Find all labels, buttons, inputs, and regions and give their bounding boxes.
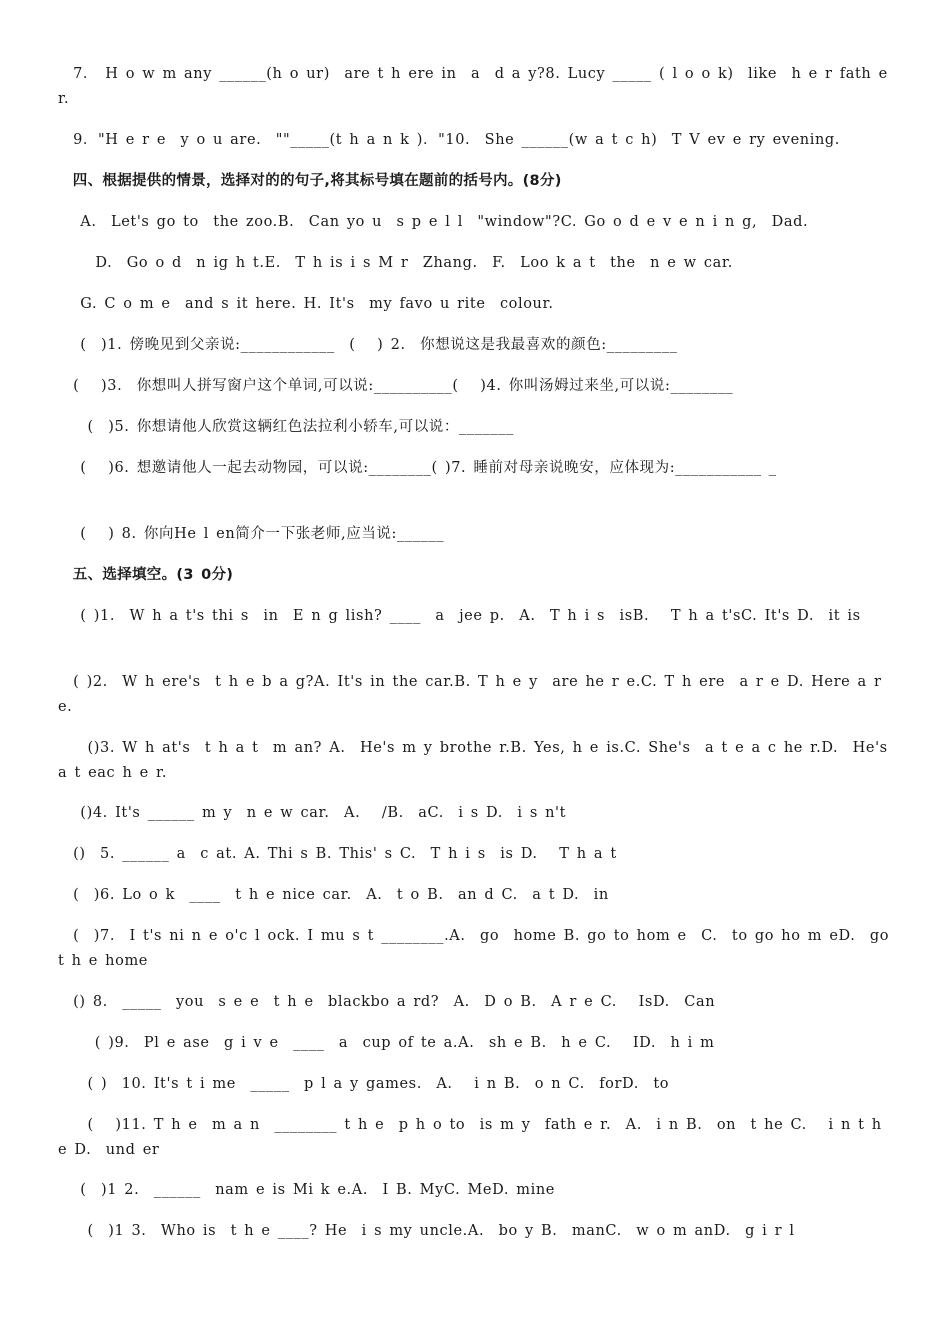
situation-6-7: ( )6. 想邀请他人一起去动物园，可以说:________( )7. 睡前对母亲说晚安，应体现为:___________ _ — [58, 460, 777, 476]
choice-13: ( )1 3. Who is t h e ____? He i s my uncle.A. bo y B. manC. w o m anD. g i r l — [58, 1223, 795, 1239]
choice-5: () 5. ______ a c at. A. Thi s B. This' s C. T h i s is D. T h a t — [58, 846, 617, 862]
choice-7: ( )7. I t's ni n e o'c l ock. I mu s t ________.A. go home B. go to hom e C. to go ho m eD. go t h e home — [58, 928, 904, 969]
situation-8: ( ) 8. 你向He l en简介一下张老师,应当说:______ — [58, 526, 445, 542]
situation-3-4: ( )3. 你想叫人拼写窗户这个单词,可以说:__________( )4. 你叫汤姆过来坐,可以说:________ — [58, 378, 734, 394]
choice-1: ( )1. W h a t's thi s in E n g lish? ____ a jee p. A. T h i s isB. T h a t'sC. It's D. it is — [58, 608, 861, 624]
choice-4: ()4. It's ______ m y n e w car. A. /B. aC. i s D. i s n't — [58, 805, 567, 821]
options-a-c: A. Let's go to the zoo.B. Can yo u s p e l l "window"?C. Go o d e v e n i n g, Dad. — [58, 214, 809, 230]
question-7-8: 7． H o w m any ______(h o ur) are t h ere in a d a y?8. Lucy _____ ( l o o k) like h e r fath e r. — [58, 66, 895, 107]
choice-2: ( )2. W h ere's t h e b a g?A. It's in the car.B. T h e y are he r e.C. T h ere a r e D. Here a r e. — [58, 674, 889, 715]
section-5-heading: 五、选择填空。(3 0分) — [58, 567, 234, 583]
choice-3: ()3. W h at's t h a t m an? A. He's m y brothe r.B. Yes, h e is.C. She's a t e a c he r.D. He's a t eac h e r. — [58, 740, 895, 781]
choice-8: () 8. _____ you s e e t h e blackbo a rd? A. D o B. A r e C. IsD. Can — [58, 994, 716, 1010]
choice-9: ( )9. Pl e ase g i v e ____ a cup of te a.A. sh e B. h e C. ID. h i m — [58, 1035, 715, 1051]
question-9-10: 9．"H e r e y o u are. ""_____(t h a n k )．"10. She ______(w a t c h) T V ev e ry evening. — [58, 132, 840, 148]
choice-10: ( ) 10. It's t i me _____ p l a y games. A. i n B. o n C. forD. to — [58, 1076, 670, 1092]
options-g-h: G. C o m e and s it here. H. It's my favo u rite colour. — [58, 296, 554, 312]
section-4-heading: 四、根据提供的情景，选择对的的句子,将其标号填在题前的括号内。(8分) — [58, 173, 562, 189]
options-d-f: D. Go o d n ig h t.E. T h is i s M r Zhang. F. Loo k a t the n e w car. — [58, 255, 733, 271]
situation-5: ( )5. 你想请他人欣赏这辆红色法拉利小轿车,可以说：_______ — [58, 419, 514, 435]
choice-6: ( )6. Lo o k ____ t h e nice car. A. t o B. an d C. a t D. in — [58, 887, 609, 903]
choice-12: ( )1 2. ______ nam e is Mi k e.A. I B. MyC. MeD. mine — [58, 1182, 555, 1198]
choice-11: ( )11. T h e m a n ________ t h e p h o to is m y fath e r. A. i n B. on t he C. i n t h e D. und er — [58, 1117, 889, 1158]
situation-1-2: ( )1. 傍晚见到父亲说:____________ ( ) 2. 你想说这是我最喜欢的颜色:_________ — [58, 337, 678, 353]
